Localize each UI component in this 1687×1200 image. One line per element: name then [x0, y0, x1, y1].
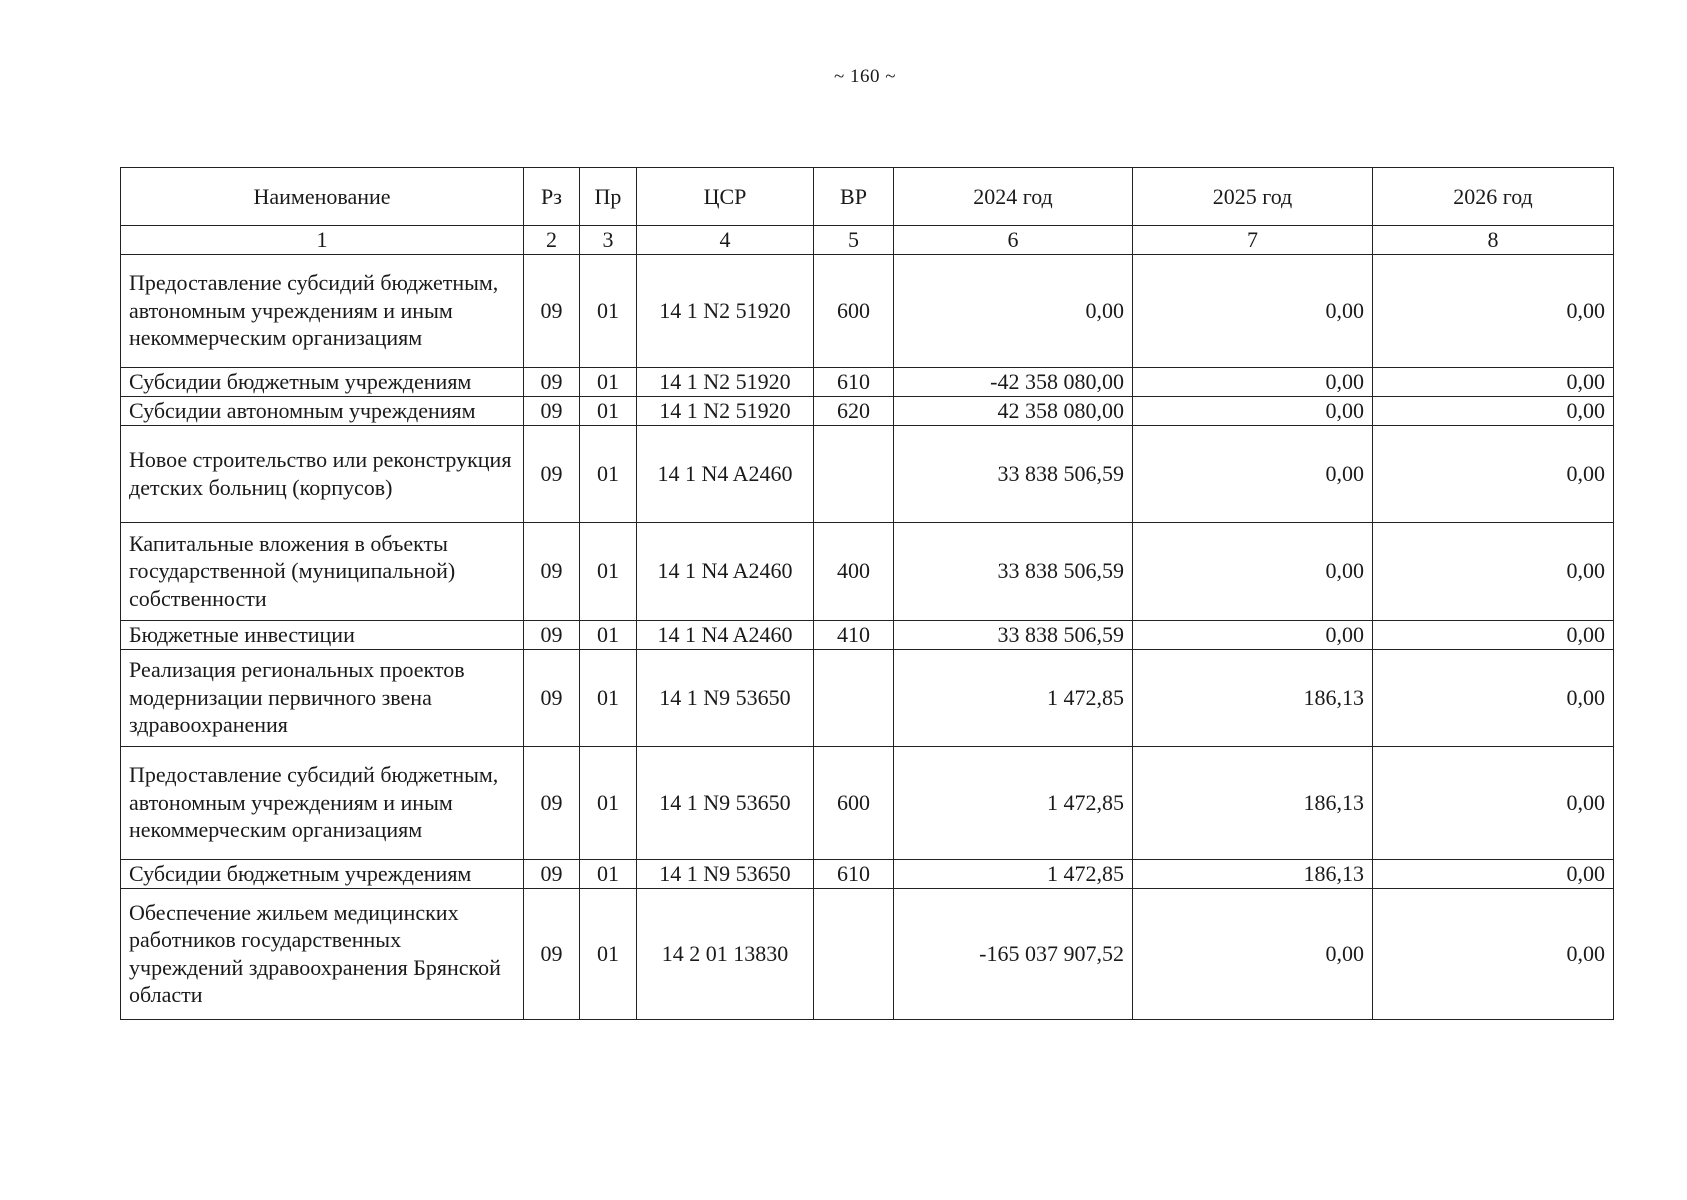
row-vr: 400	[814, 522, 894, 620]
column-number: 4	[637, 226, 814, 255]
table-row	[121, 620, 1614, 649]
row-2025: 0,00	[1133, 522, 1373, 620]
row-2026: 0,00	[1373, 859, 1614, 888]
row-csr: 14 2 01 13830	[637, 888, 814, 1019]
row-pr: 01	[580, 425, 637, 522]
row-vr: 600	[814, 746, 894, 859]
row-2025: 0,00	[1133, 254, 1373, 367]
row-rz: 09	[524, 649, 580, 746]
column-number: 3	[580, 226, 637, 255]
row-pr: 01	[580, 888, 637, 1019]
row-vr: 600	[814, 254, 894, 367]
row-vr	[814, 425, 894, 522]
row-2025: 0,00	[1133, 888, 1373, 1019]
row-pr: 01	[580, 746, 637, 859]
column-number: 6	[894, 226, 1133, 255]
table-header-row	[121, 168, 1614, 226]
table-row	[121, 859, 1614, 888]
row-name: Капитальные вложения в объекты государственной (муниципальной) собственности	[121, 522, 524, 620]
row-vr: 610	[814, 859, 894, 888]
row-vr: 410	[814, 620, 894, 649]
row-rz: 09	[524, 367, 580, 396]
header-vr: ВР	[814, 168, 894, 226]
header-name: Наименование	[121, 168, 524, 226]
table-row	[121, 367, 1614, 396]
row-csr: 14 1 N4 A2460	[637, 620, 814, 649]
row-vr: 620	[814, 396, 894, 425]
row-pr: 01	[580, 396, 637, 425]
row-rz: 09	[524, 859, 580, 888]
page-number: ~ 160 ~	[833, 66, 897, 87]
row-pr: 01	[580, 367, 637, 396]
row-2024: -42 358 080,00	[894, 367, 1133, 396]
row-2026: 0,00	[1373, 367, 1614, 396]
column-number: 7	[1133, 226, 1373, 255]
header-2024: 2024 год	[894, 168, 1133, 226]
budget-table	[120, 167, 1614, 1020]
row-csr: 14 1 N9 53650	[637, 859, 814, 888]
row-name: Предоставление субсидий бюджетным, автономным учреждениям и иным некоммерческим организациям	[121, 254, 524, 367]
row-rz: 09	[524, 396, 580, 425]
table-row	[121, 888, 1614, 1019]
row-pr: 01	[580, 522, 637, 620]
row-2026: 0,00	[1373, 649, 1614, 746]
row-2024: 1 472,85	[894, 859, 1133, 888]
row-2024: 1 472,85	[894, 649, 1133, 746]
column-number: 5	[814, 226, 894, 255]
table-row	[121, 254, 1614, 367]
row-2024: 33 838 506,59	[894, 620, 1133, 649]
table-row	[121, 425, 1614, 522]
table-row	[121, 649, 1614, 746]
row-csr: 14 1 N4 A2460	[637, 425, 814, 522]
table-row	[121, 522, 1614, 620]
row-rz: 09	[524, 888, 580, 1019]
column-number: 8	[1373, 226, 1614, 255]
row-2026: 0,00	[1373, 888, 1614, 1019]
header-rz: Рз	[524, 168, 580, 226]
row-2026: 0,00	[1373, 396, 1614, 425]
column-number: 2	[524, 226, 580, 255]
header-csr: ЦСР	[637, 168, 814, 226]
row-2026: 0,00	[1373, 746, 1614, 859]
row-rz: 09	[524, 746, 580, 859]
row-name: Субсидии автономным учреждениям	[121, 396, 524, 425]
row-2026: 0,00	[1373, 522, 1614, 620]
row-name: Обеспечение жильем медицинских работников государственных учреждений здравоохранения Брянской области	[121, 888, 524, 1019]
row-csr: 14 1 N9 53650	[637, 649, 814, 746]
row-2024: 33 838 506,59	[894, 522, 1133, 620]
column-number-row	[121, 226, 1614, 255]
table-row	[121, 746, 1614, 859]
row-name: Новое строительство или реконструкция детских больниц (корпусов)	[121, 425, 524, 522]
row-vr	[814, 649, 894, 746]
row-vr	[814, 888, 894, 1019]
row-name: Субсидии бюджетным учреждениям	[121, 367, 524, 396]
row-name: Субсидии бюджетным учреждениям	[121, 859, 524, 888]
row-2025: 186,13	[1133, 649, 1373, 746]
row-2026: 0,00	[1373, 620, 1614, 649]
row-csr: 14 1 N2 51920	[637, 254, 814, 367]
row-pr: 01	[580, 649, 637, 746]
column-number: 1	[121, 226, 524, 255]
row-2024: 0,00	[894, 254, 1133, 367]
row-2024: -165 037 907,52	[894, 888, 1133, 1019]
row-2025: 0,00	[1133, 367, 1373, 396]
row-2026: 0,00	[1373, 254, 1614, 367]
header-2025: 2025 год	[1133, 168, 1373, 226]
row-rz: 09	[524, 620, 580, 649]
row-vr: 610	[814, 367, 894, 396]
row-rz: 09	[524, 254, 580, 367]
row-2025: 186,13	[1133, 859, 1373, 888]
row-rz: 09	[524, 522, 580, 620]
row-name: Предоставление субсидий бюджетным, автономным учреждениям и иным некоммерческим организациям	[121, 746, 524, 859]
row-2025: 186,13	[1133, 746, 1373, 859]
row-csr: 14 1 N2 51920	[637, 367, 814, 396]
row-pr: 01	[580, 620, 637, 649]
row-2024: 1 472,85	[894, 746, 1133, 859]
table-row	[121, 396, 1614, 425]
row-2024: 33 838 506,59	[894, 425, 1133, 522]
header-2026: 2026 год	[1373, 168, 1614, 226]
row-2025: 0,00	[1133, 396, 1373, 425]
row-2025: 0,00	[1133, 620, 1373, 649]
row-rz: 09	[524, 425, 580, 522]
row-csr: 14 1 N2 51920	[637, 396, 814, 425]
row-csr: 14 1 N9 53650	[637, 746, 814, 859]
row-2024: 42 358 080,00	[894, 396, 1133, 425]
row-2025: 0,00	[1133, 425, 1373, 522]
row-name: Реализация региональных проектов модернизации первичного звена здравоохранения	[121, 649, 524, 746]
header-pr: Пр	[580, 168, 637, 226]
row-2026: 0,00	[1373, 425, 1614, 522]
row-pr: 01	[580, 254, 637, 367]
row-pr: 01	[580, 859, 637, 888]
row-csr: 14 1 N4 A2460	[637, 522, 814, 620]
row-name: Бюджетные инвестиции	[121, 620, 524, 649]
